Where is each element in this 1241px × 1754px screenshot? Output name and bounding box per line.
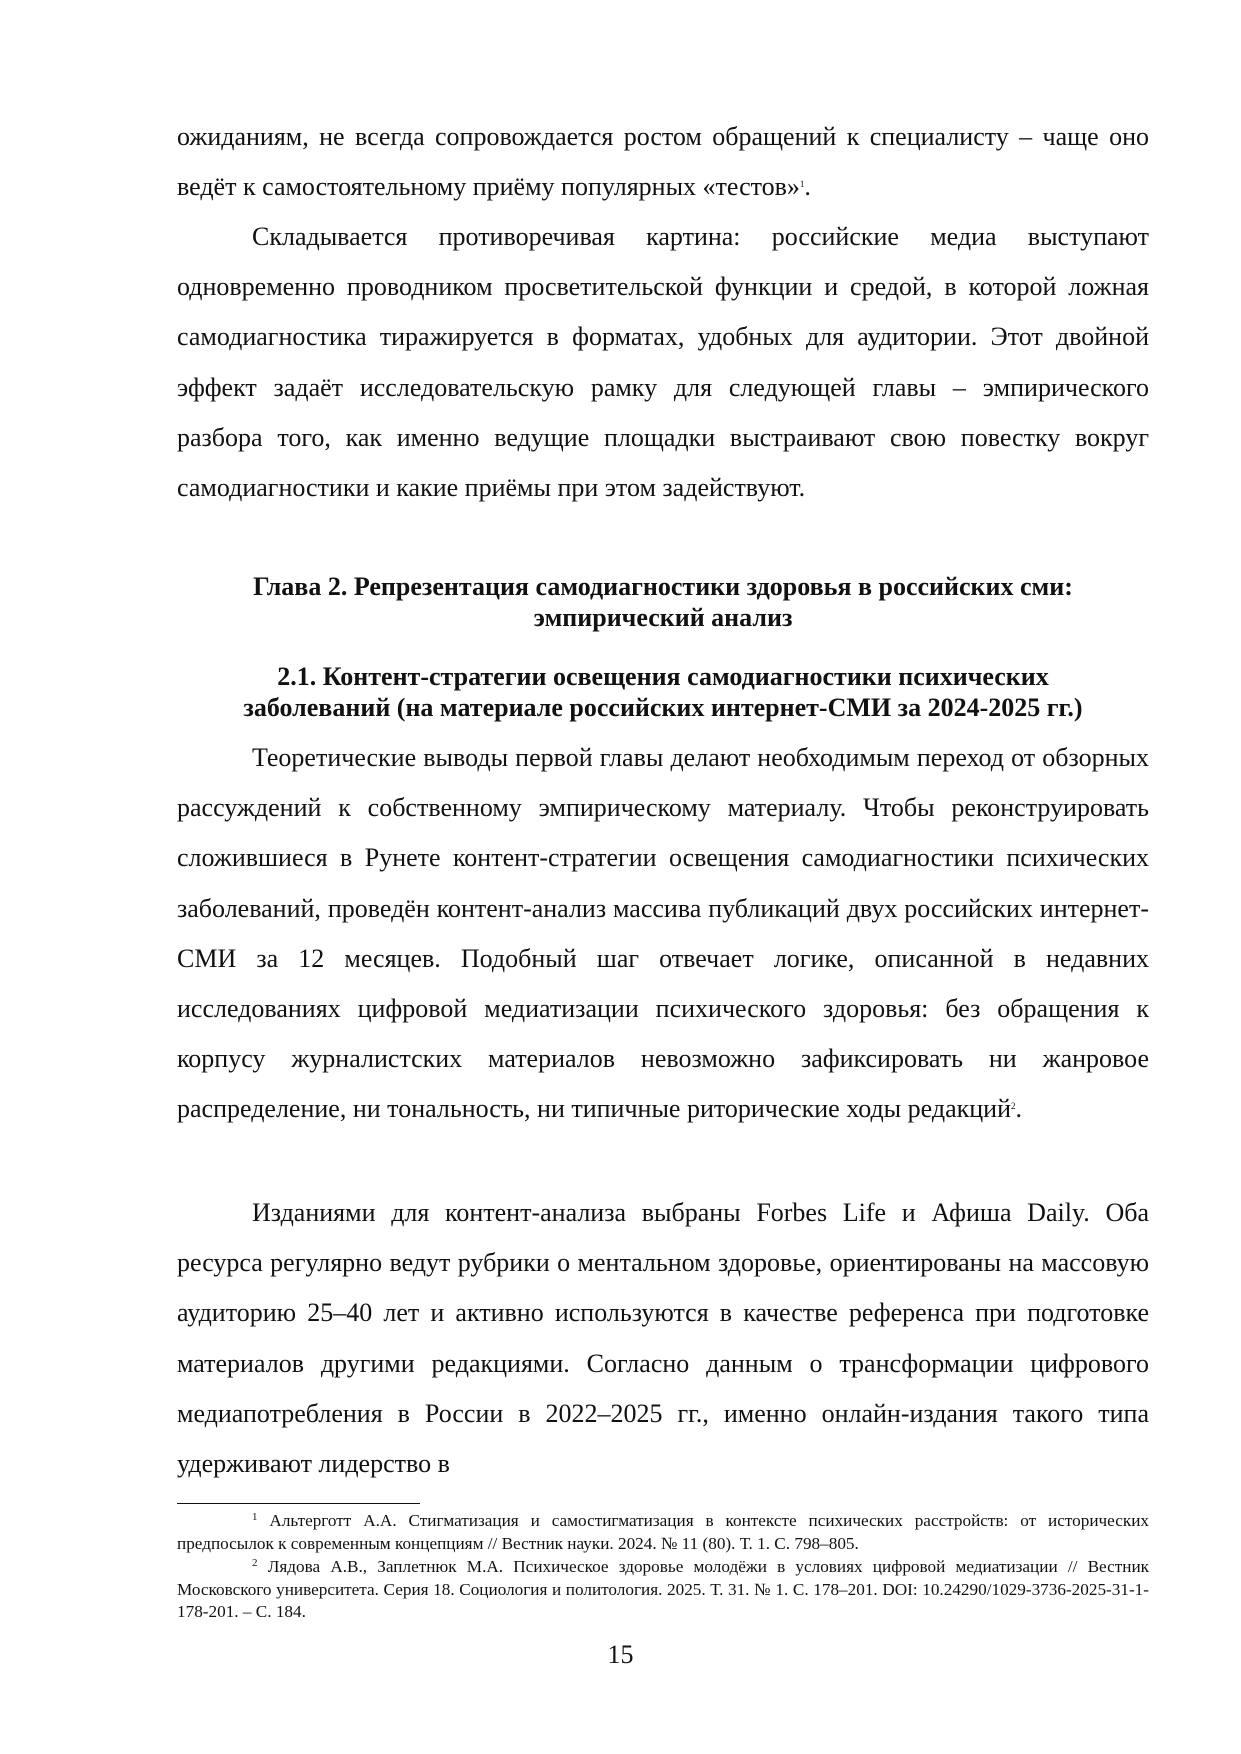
paragraph-text: ожиданиям, не всегда сопровождается ростом обращений к специалисту – чаще оно ведёт к самостоятельному приёму популярных «тестов» (177, 122, 1149, 202)
footnote-text: Альтерготт А.А. Стигматизация и самостигматизация в контексте психических расстройств: от исторических предпосылок к современным концепциям // Вестник науки. 2024. № 11 (80). Т. 1. С. 798–805. (177, 1511, 1149, 1553)
footnote-mark: 1 (252, 1511, 258, 1523)
footnote-2 (177, 1556, 1149, 1624)
paragraph-theoretical-conclusions (177, 733, 1149, 1135)
paragraph-continuation (177, 112, 1149, 212)
paragraph-selected-publications: Изданиями для контент-анализа выбраны Forbes Life и Афиша Daily. Оба ресурса регулярно ведут рубрики о ментальном здоровье, ориентированы на массовую аудиторию 25–40 лет и активно используются в качестве референса при подготовке материалов другими редакциями. Согласно данным о трансформации цифрового медиапотребления в России в 2022–2025 гг., именно онлайн-издания такого типа удерживают лидерство в (177, 1198, 1149, 1479)
section-heading (177, 661, 1149, 723)
footnote-1 (177, 1510, 1149, 1555)
footnote-separator (177, 1503, 420, 1504)
footnote-reference[interactable]: 1 (799, 179, 805, 190)
footnote-reference[interactable]: 2 (1011, 1101, 1016, 1112)
footnote-mark: 2 (252, 1557, 258, 1569)
page-number: 15 (607, 1640, 634, 1669)
paragraph-tail: . (804, 172, 811, 202)
chapter-heading-line-1: Глава 2. Репрезентация самодиагностики здоровья в российских сми: (253, 572, 1073, 601)
section-heading-line-1: 2.1. Контент-стратегии освещения самодиагностики психических (277, 662, 1049, 691)
chapter-heading (177, 571, 1149, 633)
chapter-heading-line-2: эмпирический анализ (533, 603, 793, 632)
footnote-text: Лядова А.В., Заплетнюк М.А. Психическое здоровье молодёжи в условиях цифровой медиатизации // Вестник Московского университета. Серия 18. Социология и политология. 2025. Т. 31. № 1. С. 178–201. DOI: 10.24290/1029-3736-2025-31-1-178-201. – С. 184. (177, 1557, 1149, 1621)
paragraph-contradictory-picture: Складывается противоречивая картина: российские медиа выступают одновременно проводником просветительской функции и средой, в которой ложная самодиагностика тиражируется в форматах, удобных для аудитории. Этот двойной эффект задаёт исследовательскую рамку для следующей главы – эмпирического разбора того, как именно ведущие площадки выстраивают свою повестку вокруг самодиагностики и какие приёмы при этом задействуют. (177, 222, 1149, 503)
section-heading-line-2: заболеваний (на материале российских интернет-СМИ за 2024-2025 гг.) (243, 693, 1083, 722)
paragraph-text: Теоретические выводы первой главы делают необходимым переход от обзорных рассуждений к собственному эмпирическому материалу. Чтобы реконструировать сложившиеся в Рунете контент-стратегии освещения самодиагностики психических заболеваний, проведён контент-анализ массива публикаций двух российских интернет-СМИ за 12 месяцев. Подобный шаг отвечает логике, описанной в недавних исследованиях цифровой медиатизации психического здоровья: без обращения к корпусу журналистских материалов невозможно зафиксировать ни жанровое распределение, ни тональность, ни типичные риторические ходы редакций (177, 743, 1149, 1124)
paragraph-tail: . (1015, 1094, 1022, 1124)
